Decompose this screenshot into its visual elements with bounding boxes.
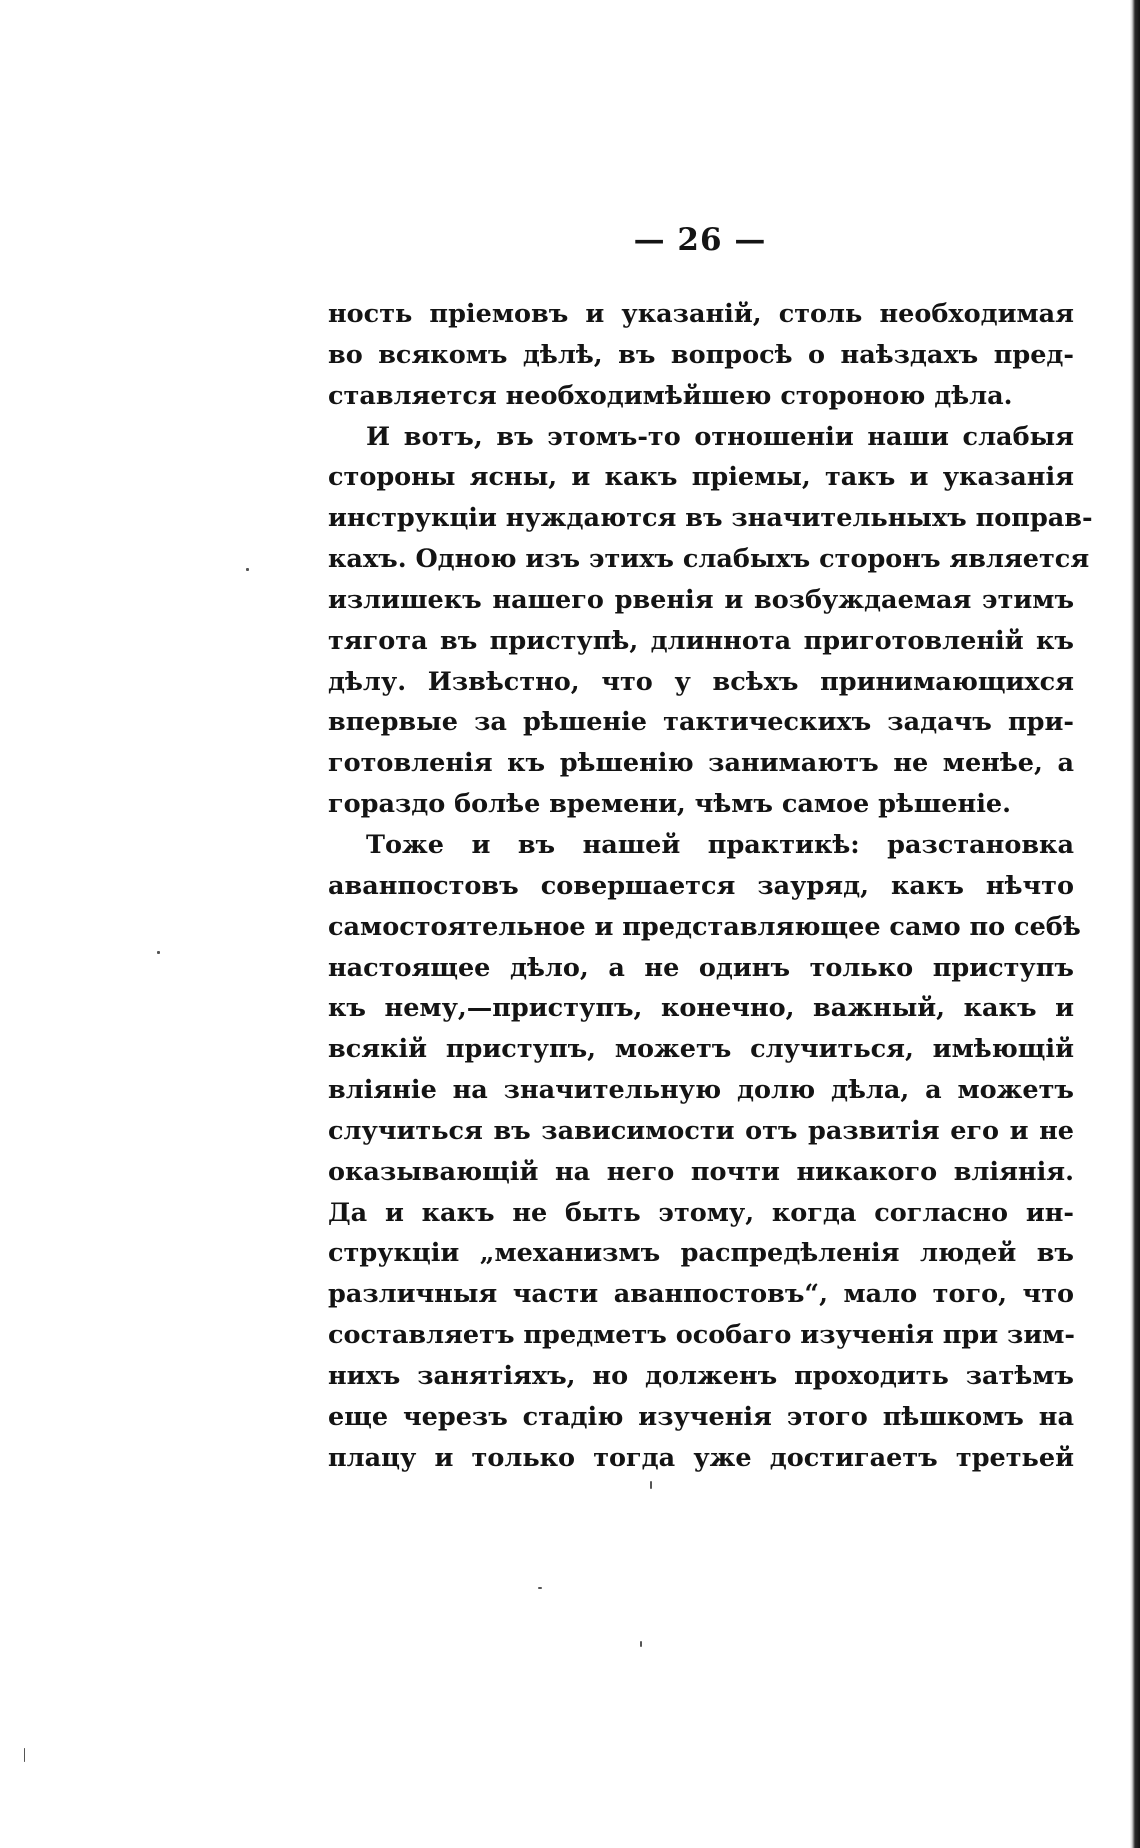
body-text: [328, 294, 1093, 1478]
text-line: кахъ. Одною изъ этихъ слабыхъ сторонъ является: [328, 544, 1090, 575]
text-line: Да и какъ не быть этому, когда согласно ин-: [328, 1197, 1074, 1228]
scan-speck: [640, 1641, 642, 1647]
text-line: впервые за рѣшеніе тактическихъ задачъ при-: [328, 707, 1074, 738]
text-line: дѣлу. Извѣстно, что у всѣхъ принимающихся: [328, 666, 1074, 697]
text-line: во всякомъ дѣлѣ, въ вопросѣ о наѣздахъ пред-: [328, 339, 1074, 370]
text-line: стороны ясны, и какъ пріемы, такъ и указанія: [328, 462, 1074, 493]
text-line: Тоже и въ нашей практикѣ: разстановка: [366, 829, 1074, 860]
text-line: тягота въ приступѣ, длиннота приготовленій къ: [328, 625, 1074, 656]
text-line: случиться въ зависимости отъ развитія его и не: [328, 1115, 1074, 1146]
text-line: И вотъ, въ этомъ-то отношеніи наши слабыя: [366, 421, 1074, 452]
text-line: настоящее дѣло, а не одинъ только приступъ: [328, 952, 1074, 983]
scan-speck: [246, 568, 249, 571]
text-line: струкціи „механизмъ распредѣленія людей въ: [328, 1238, 1074, 1269]
scan-speck: [157, 951, 160, 954]
text-line: аванпостовъ совершается зауряд, какъ нѣчто: [328, 870, 1074, 901]
text-line: всякій приступъ, можетъ случиться, имѣющій: [328, 1034, 1074, 1065]
text-line: излишекъ нашего рвенія и возбуждаемая этимъ: [328, 584, 1074, 615]
text-line: ставляется необходимѣйшею стороною дѣла.: [328, 380, 1013, 411]
text-line: различныя части аванпостовъ“, мало того, что: [328, 1279, 1074, 1310]
text-line: плацу и только тогда уже достигаетъ третьей: [328, 1442, 1074, 1473]
scan-page-edge: [1130, 0, 1140, 1848]
text-line: составляетъ предметъ особаго изученія при зим-: [328, 1320, 1075, 1351]
text-line: вліяніе на значительную долю дѣла, а можетъ: [328, 1075, 1074, 1106]
text-line: оказывающій на него почти никакого вліянія.: [328, 1156, 1074, 1187]
scan-speck: [650, 1481, 652, 1489]
text-line: еще черезъ стадію изученія этого пѣшкомъ на: [328, 1401, 1074, 1432]
text-line: инструкціи нуждаются въ значительныхъ поправ-: [328, 503, 1093, 534]
text-line: нихъ занятіяхъ, но долженъ проходить затѣмъ: [328, 1360, 1074, 1391]
text-line: готовленія къ рѣшенію занимаютъ не менѣе, а: [328, 748, 1074, 779]
text-line: гораздо болѣе времени, чѣмъ самое рѣшеніе.: [328, 789, 1011, 820]
text-line: ность пріемовъ и указаній, столь необходимая: [328, 299, 1074, 329]
text-line: самостоятельное и представляющее само по себѣ: [328, 911, 1081, 942]
scan-speck: [24, 1748, 25, 1762]
scan-speck: [538, 1587, 542, 1589]
page-number: — 26 —: [633, 222, 767, 258]
text-line: къ нему,—приступъ, конечно, важный, какъ и: [328, 993, 1074, 1024]
